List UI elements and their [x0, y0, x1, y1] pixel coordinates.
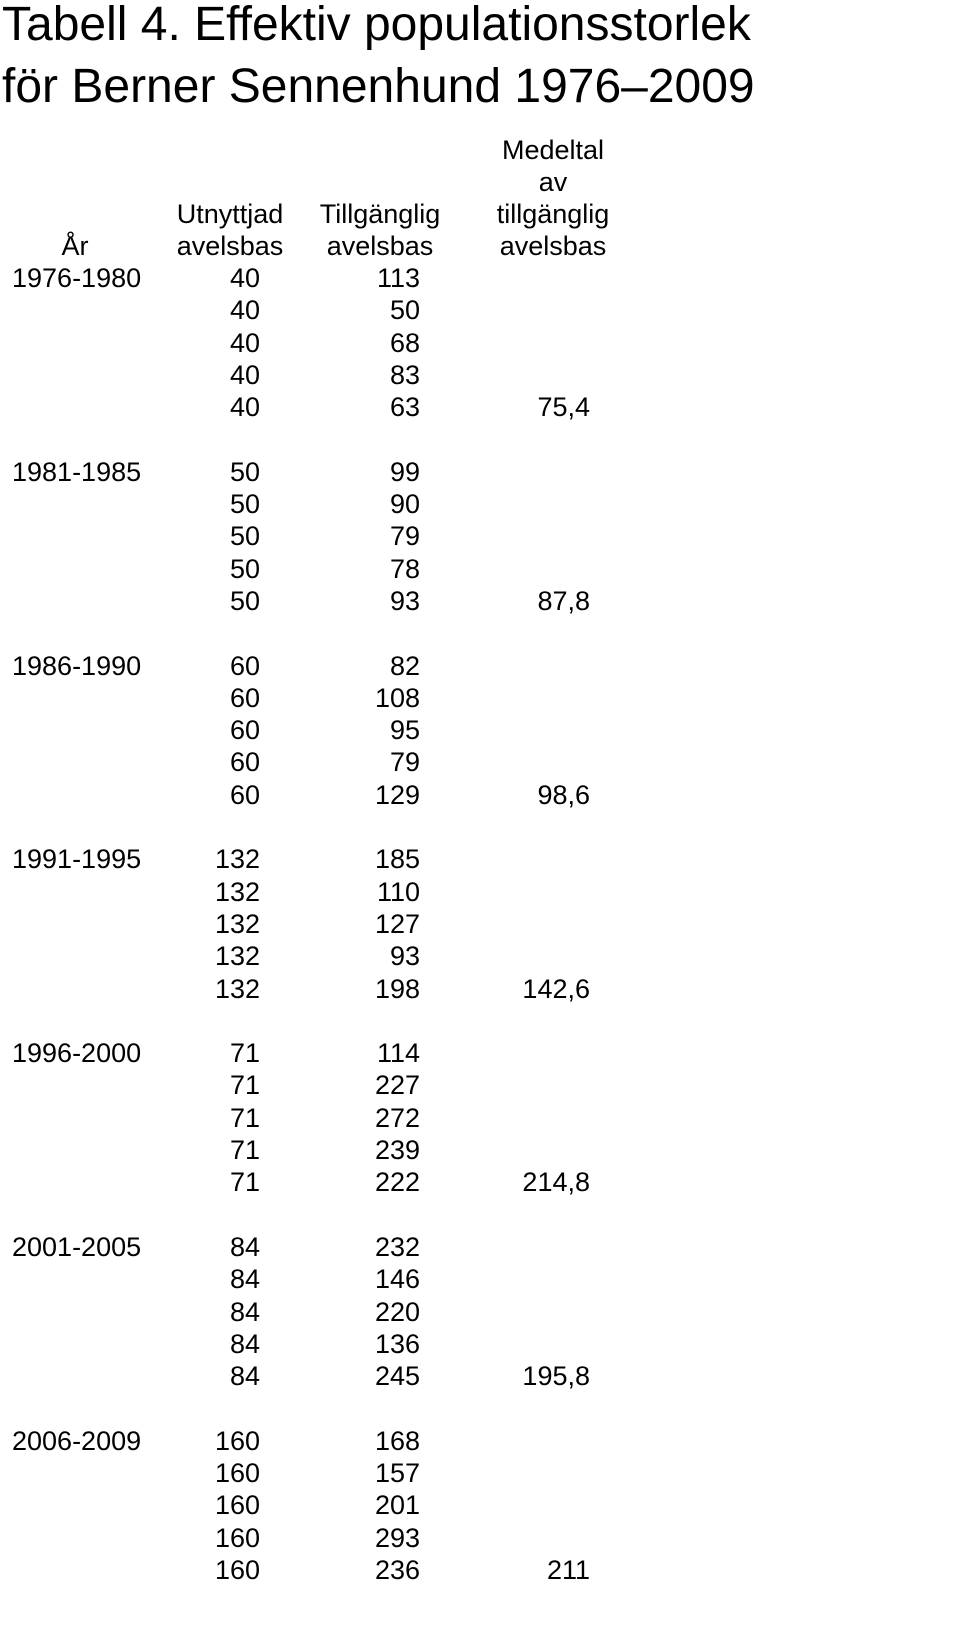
available-breeding-base-cell: 129 — [374, 779, 420, 810]
available-breeding-base-cell: 82 — [389, 650, 420, 681]
mean-available-cell: 142,6 — [522, 973, 590, 1004]
mean-available-cell: 195,8 — [522, 1361, 590, 1392]
header-mean-line: Medeltal — [501, 135, 605, 165]
table-row — [0, 585, 960, 617]
available-breeding-base-cell: 114 — [376, 1038, 420, 1069]
table-row — [0, 1102, 960, 1134]
available-breeding-base-cell: 136 — [374, 1328, 420, 1359]
available-breeding-base-cell: 110 — [376, 876, 420, 907]
used-breeding-base-cell: 40 — [229, 263, 260, 293]
available-breeding-base-cell: 239 — [374, 1135, 420, 1166]
table-body — [0, 262, 960, 1586]
population-table — [0, 128, 960, 1586]
table-row — [0, 327, 960, 359]
table-row — [0, 940, 960, 972]
available-breeding-base-cell: 168 — [374, 1425, 420, 1456]
table-row — [0, 456, 960, 488]
used-breeding-base-cell: 40 — [229, 359, 260, 390]
header-year-line: År — [61, 231, 89, 261]
table-row — [0, 391, 960, 423]
available-breeding-base-cell: 232 — [374, 1231, 420, 1262]
table-row — [0, 1069, 960, 1101]
used-breeding-base-cell: 60 — [229, 650, 260, 681]
available-breeding-base-cell: 68 — [389, 327, 420, 358]
table-row — [0, 520, 960, 552]
used-breeding-base-cell: 71 — [229, 1038, 260, 1069]
used-breeding-base-cell: 60 — [229, 779, 260, 810]
table-row — [0, 843, 960, 875]
used-breeding-base-cell: 50 — [229, 521, 260, 552]
table-row — [0, 359, 960, 391]
used-breeding-base-cell: 160 — [214, 1425, 260, 1456]
mean-available-cell: 75,4 — [537, 392, 590, 423]
used-breeding-base-cell: 84 — [229, 1328, 260, 1359]
used-breeding-base-cell: 50 — [229, 553, 260, 584]
used-breeding-base-cell: 160 — [214, 1522, 260, 1553]
table-header — [0, 128, 960, 262]
table-row — [0, 1037, 960, 1069]
table-row — [0, 1328, 960, 1360]
used-breeding-base-cell: 84 — [229, 1264, 260, 1295]
available-breeding-base-cell: 93 — [389, 941, 420, 972]
table-row — [0, 1263, 960, 1295]
used-breeding-base-cell: 160 — [214, 1554, 260, 1585]
available-breeding-base-cell: 185 — [374, 844, 420, 875]
used-breeding-base-cell: 40 — [229, 295, 260, 326]
available-breeding-base-cell: 93 — [389, 585, 420, 616]
used-breeding-base-cell: 40 — [229, 327, 260, 358]
mean-available-cell: 211 — [546, 1554, 590, 1585]
table-row — [0, 1489, 960, 1521]
group-spacer — [0, 1199, 960, 1231]
available-breeding-base-cell: 157 — [374, 1457, 420, 1488]
table-row — [0, 1296, 960, 1328]
table-row — [0, 650, 960, 682]
table-row — [0, 779, 960, 811]
mean-available-cell: 98,6 — [537, 779, 590, 810]
period-cell: 2001-2005 — [12, 1231, 142, 1262]
table-row — [0, 1425, 960, 1457]
available-breeding-base-cell: 245 — [374, 1361, 420, 1392]
group-spacer — [0, 617, 960, 649]
available-breeding-base-cell: 293 — [374, 1522, 420, 1553]
header-mean-line: tillgänglig — [496, 199, 610, 229]
available-breeding-base-cell: 127 — [374, 908, 420, 939]
available-breeding-base-cell: 95 — [389, 715, 420, 746]
available-breeding-base-cell: 79 — [389, 747, 420, 778]
available-breeding-base-cell: 63 — [389, 392, 420, 423]
available-breeding-base-cell: 99 — [389, 456, 420, 487]
header-used-line: avelsbas — [176, 231, 284, 261]
used-breeding-base-cell: 50 — [229, 456, 260, 487]
table-row — [0, 876, 960, 908]
header-available-breeding-base — [305, 128, 455, 262]
table-row — [0, 714, 960, 746]
table-row — [0, 746, 960, 778]
header-available-line: Tillgänglig — [319, 199, 441, 229]
group-spacer — [0, 1392, 960, 1424]
available-breeding-base-cell: 146 — [374, 1264, 420, 1295]
table-row — [0, 1360, 960, 1392]
used-breeding-base-cell: 60 — [229, 747, 260, 778]
used-breeding-base-cell: 71 — [229, 1102, 260, 1133]
available-breeding-base-cell: 198 — [374, 973, 420, 1004]
header-mean-line: avelsbas — [499, 231, 607, 261]
group-spacer — [0, 1005, 960, 1037]
available-breeding-base-cell: 272 — [374, 1102, 420, 1133]
period-cell: 1996-2000 — [12, 1038, 142, 1069]
period-cell: 1991-1995 — [12, 844, 142, 875]
used-breeding-base-cell: 71 — [229, 1135, 260, 1166]
title-line-1: Tabell 4. Effektiv populationsstorlek — [2, 0, 751, 51]
used-breeding-base-cell: 60 — [229, 682, 260, 713]
table-row — [0, 1134, 960, 1166]
available-breeding-base-cell: 83 — [389, 359, 420, 390]
table-row — [0, 1522, 960, 1554]
available-breeding-base-cell: 79 — [389, 521, 420, 552]
available-breeding-base-cell: 50 — [389, 295, 420, 326]
available-breeding-base-cell: 222 — [374, 1167, 420, 1198]
used-breeding-base-cell: 132 — [214, 844, 260, 875]
period-cell: 1976-1980 — [12, 263, 142, 293]
used-breeding-base-cell: 132 — [214, 973, 260, 1004]
page-title — [2, 0, 755, 118]
header-mean-available — [478, 128, 628, 262]
table-row — [0, 553, 960, 585]
available-breeding-base-cell: 108 — [374, 682, 420, 713]
table-row — [0, 973, 960, 1005]
available-breeding-base-cell: 236 — [374, 1554, 420, 1585]
period-cell: 1986-1990 — [12, 650, 142, 681]
period-cell: 1981-1985 — [12, 456, 142, 487]
used-breeding-base-cell: 71 — [229, 1070, 260, 1101]
used-breeding-base-cell: 60 — [229, 715, 260, 746]
available-breeding-base-cell: 201 — [374, 1490, 420, 1521]
used-breeding-base-cell: 50 — [229, 585, 260, 616]
table-row — [0, 1554, 960, 1586]
used-breeding-base-cell: 71 — [229, 1167, 260, 1198]
used-breeding-base-cell: 160 — [214, 1457, 260, 1488]
used-breeding-base-cell: 132 — [214, 876, 260, 907]
used-breeding-base-cell: 40 — [229, 392, 260, 423]
available-breeding-base-cell: 78 — [389, 553, 420, 584]
table-row — [0, 262, 960, 294]
available-breeding-base-cell: 220 — [374, 1296, 420, 1327]
mean-available-cell: 214,8 — [522, 1167, 590, 1198]
period-cell: 2006-2009 — [12, 1425, 142, 1456]
group-spacer — [0, 423, 960, 455]
table-row — [0, 682, 960, 714]
table-row — [0, 1457, 960, 1489]
table-row — [0, 294, 960, 326]
group-spacer — [0, 811, 960, 843]
available-breeding-base-cell: 113 — [376, 263, 420, 293]
used-breeding-base-cell: 132 — [214, 941, 260, 972]
table-row — [0, 1166, 960, 1198]
header-mean-line: av — [538, 167, 568, 197]
header-year — [0, 128, 150, 262]
title-line-2: för Berner Sennenhund 1976–2009 — [2, 60, 755, 113]
table-row — [0, 488, 960, 520]
used-breeding-base-cell: 84 — [229, 1231, 260, 1262]
used-breeding-base-cell: 84 — [229, 1361, 260, 1392]
used-breeding-base-cell: 50 — [229, 489, 260, 520]
available-breeding-base-cell: 90 — [389, 489, 420, 520]
available-breeding-base-cell: 227 — [374, 1070, 420, 1101]
header-used-line: Utnyttjad — [176, 199, 284, 229]
used-breeding-base-cell: 160 — [214, 1490, 260, 1521]
header-available-line: avelsbas — [326, 231, 434, 261]
table-row — [0, 1231, 960, 1263]
used-breeding-base-cell: 132 — [214, 908, 260, 939]
table-row — [0, 908, 960, 940]
header-used-breeding-base — [160, 128, 300, 262]
mean-available-cell: 87,8 — [537, 585, 590, 616]
used-breeding-base-cell: 84 — [229, 1296, 260, 1327]
